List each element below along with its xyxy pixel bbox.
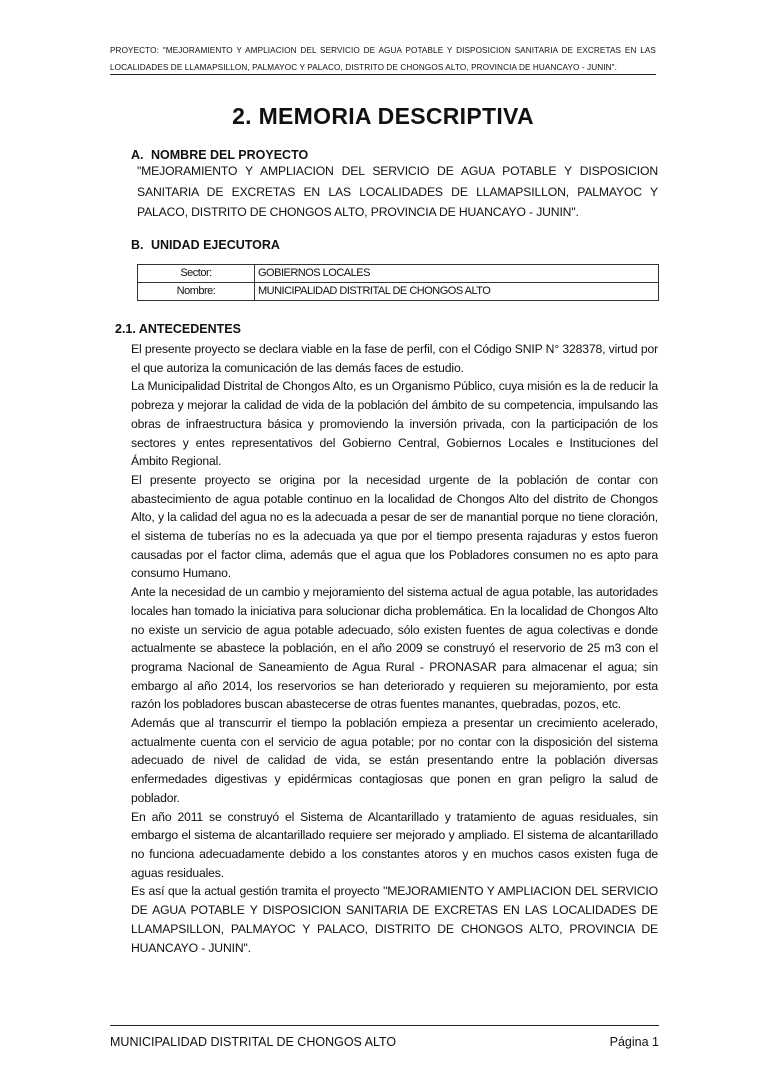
project-name-text: "MEJORAMIENTO Y AMPLIACION DEL SERVICIO DE AGUA POTABLE Y DISPOSICION SANITARIA DE EXCRETAS EN LAS LOCALIDADES DE LLAMAPSILLON, PALMAYOC Y PALACO, DISTRITO DE CHONGOS ALTO, PROVINCIA DE HUANCAYO - JUNIN". — [137, 164, 658, 219]
header-divider — [110, 74, 656, 75]
page-number: Página 1 — [609, 1035, 659, 1049]
section-a-title: NOMBRE DEL PROYECTO — [151, 148, 309, 162]
paragraph: Es así que la actual gestión tramita el proyecto "MEJORAMIENTO Y AMPLIACION DEL SERVICIO DE AGUA POTABLE Y DISPOSICION SANITARIA DE EXCRETAS EN LAS LOCALIDADES DE LLAMAPSILLON, PALMAYOC Y PALACO, DISTRITO DE CHONGOS ALTO, PROVINCIA DE HUANCAYO - JUNIN". — [131, 884, 658, 955]
table-label-cell: Nombre: — [138, 283, 255, 301]
executing-unit-table — [137, 264, 659, 301]
section-a-letter: A. — [131, 148, 144, 162]
footer-divider — [110, 1025, 659, 1026]
page-header: PROYECTO: "MEJORAMIENTO Y AMPLIACION DEL SERVICIO DE AGUA POTABLE Y DISPOSICION SANITARIA DE EXCRETAS EN LAS LOCALIDADES DE LLAMAPSILLON, PALMAYOC Y PALACO, DISTRITO DE CHONGOS ALTO, PROVINCIA DE HUANCAYO - JUNIN". — [110, 46, 656, 72]
table-value-cell: GOBIERNOS LOCALES — [255, 265, 659, 283]
antecedentes-heading: 2.1. ANTECEDENTES — [115, 322, 241, 336]
paragraph: Además que al transcurrir el tiempo la población empieza a presentar un crecimiento acelerado, actualmente cuenta con el servicio de agua potable; por no contar con la disposición del sistema adecuado de nivel de calidad de vida, se están presentando entre la población diversas enfermedades digestivas y epidérmicas contagiosas que ponen en gran peligro la salud de poblador. — [131, 716, 658, 805]
table-label-cell: Sector: — [138, 265, 255, 283]
footer-organization: MUNICIPALIDAD DISTRITAL DE CHONGOS ALTO — [110, 1035, 397, 1049]
paragraph: En año 2011 se construyó el Sistema de Alcantarillado y tratamiento de aguas residuales, sin embargo el sistema de alcantarillado requiere ser mejorado y ampliado. El sistema de alcantarillado no funciona adecuadamente debido a los constantes atoros y en muchos casos existen fuga de aguas residuales. — [131, 809, 658, 880]
section-b-heading — [131, 236, 280, 255]
section-b-letter: B. — [131, 238, 144, 252]
antecedentes-body — [131, 340, 658, 957]
paragraph: El presente proyecto se origina por la necesidad urgente de la población de contar con abastecimiento de agua potable continuo en la localidad de Chongos Alto del distrito de Chongos Alto, y la calidad del agua no es la adecuada a pesar de ser de manantial porque no tiene cloración, el sistema de tuberías no es la adecuada ya que por el tiempo presenta rajaduras y estos fueron causadas por el factor clima, además que el agua que los Pobladores consumen no es apto para consumo Humano. — [131, 472, 658, 581]
page-title: 2. MEMORIA DESCRIPTIVA — [232, 103, 534, 129]
section-b-title: UNIDAD EJECUTORA — [151, 238, 280, 252]
table-row — [138, 283, 659, 301]
table-row — [138, 265, 659, 283]
paragraph: Ante la necesidad de un cambio y mejoramiento del sistema actual de agua potable, las autoridades locales han tomado la iniciativa para solucionar dicha problemática. En la localidad de Chongos Alto no existe un servicio de agua potable adecuado, sólo existen fuentes de agua colectivas e donde actualmente se abastece la población, en el año 2009 se construyó el reservorio de 25 m3 con el programa Nacional de Saneamiento de Agua Rural - PRONASAR para almacenar el agua; sin embargo al año 2014, los reservorios se han deteriorado y requieren su mejoramiento, por esta razón los pobladores buscan abastecerse de otras fuentes manantes, quebradas, pozos, etc. — [131, 585, 658, 712]
paragraph: La Municipalidad Distrital de Chongos Alto, es un Organismo Público, cuya misión es la de reducir la pobreza y mejorar la calidad de vida de la población del ámbito de su competencia, impulsando las obras de infraestructura básica y promoviendo la inversión privada, con la participación de los sectores y entes representativos del Gobierno Central, Gobiernos Locales e Instituciones del Ámbito Regional. — [131, 379, 658, 469]
paragraph: El presente proyecto se declara viable en la fase de perfil, con el Código SNIP N° 328378, virtud por el que autoriza la comunicación de las demás faces de estudio. — [131, 342, 658, 375]
table-value-cell: MUNICIPALIDAD DISTRITAL DE CHONGOS ALTO — [255, 283, 659, 301]
